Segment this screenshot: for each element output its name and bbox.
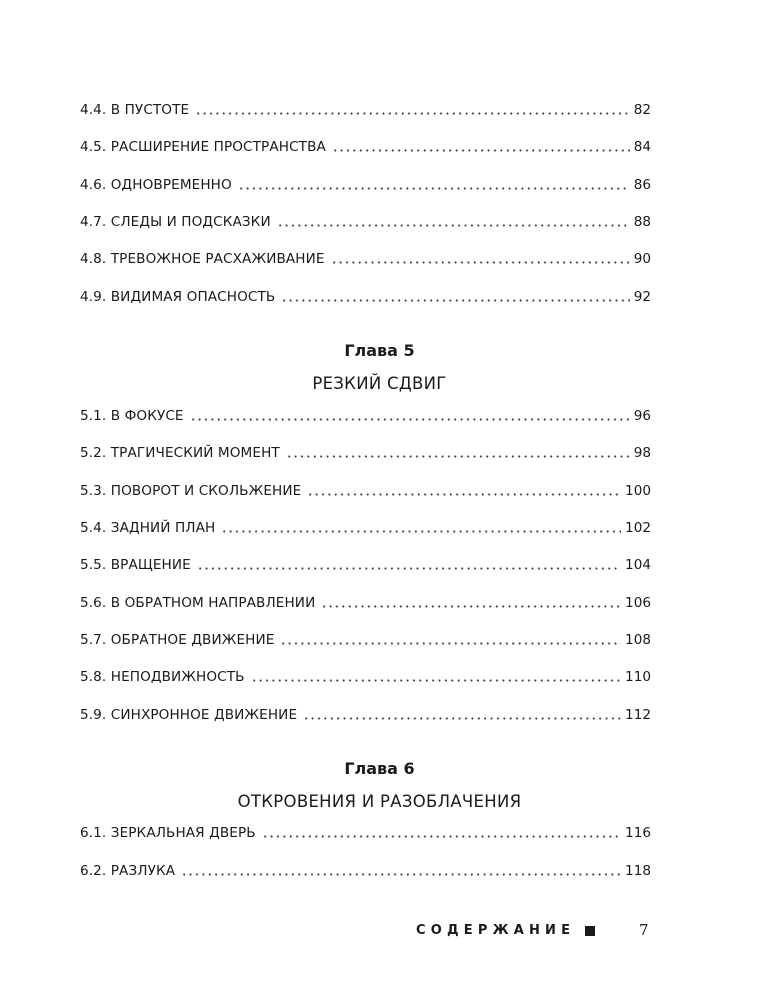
dot-leader bbox=[307, 493, 621, 496]
dot-leader bbox=[181, 873, 621, 876]
toc-entry-page: 112 bbox=[625, 707, 651, 723]
toc-entry-5-5 bbox=[80, 555, 651, 575]
dot-leader bbox=[332, 149, 630, 152]
toc-entry-5-1 bbox=[80, 406, 651, 426]
chapter-5-number: Глава 5 bbox=[344, 341, 415, 360]
toc-entry-5-6 bbox=[80, 593, 651, 613]
dot-leader bbox=[277, 224, 630, 227]
dot-leader bbox=[197, 567, 621, 570]
toc-entry-label: 5.6. В ОБРАТНОМ НАПРАВЛЕНИИ bbox=[80, 595, 316, 611]
dot-leader bbox=[321, 605, 621, 608]
toc-entry-5-3 bbox=[80, 481, 651, 501]
toc-entry-label: 5.8. НЕПОДВИЖНОСТЬ bbox=[80, 669, 245, 685]
toc-entry-page: 90 bbox=[633, 251, 651, 267]
dot-leader bbox=[281, 299, 629, 302]
toc-entry-page: 118 bbox=[625, 863, 651, 879]
chapter-6-title: ОТКРОВЕНИЯ И РАЗОБЛАЧЕНИЯ bbox=[237, 792, 522, 811]
dot-leader bbox=[286, 455, 630, 458]
toc-entry-label: 5.5. ВРАЩЕНИЕ bbox=[80, 557, 191, 573]
toc-entry-5-9 bbox=[80, 705, 651, 725]
toc-entry-label: 4.7. СЛЕДЫ И ПОДСКАЗКИ bbox=[80, 214, 271, 230]
toc-entry-label: 4.5. РАСШИРЕНИЕ ПРОСТРАНСТВА bbox=[80, 139, 326, 155]
toc-entry-label: 5.3. ПОВОРОТ И СКОЛЬЖЕНИЕ bbox=[80, 483, 302, 499]
toc-entry-4-6 bbox=[80, 175, 651, 195]
toc-entry-label: 5.7. ОБРАТНОЕ ДВИЖЕНИЕ bbox=[80, 632, 275, 648]
dot-leader bbox=[280, 642, 621, 645]
toc-entry-page: 88 bbox=[633, 214, 651, 230]
toc-entry-5-4 bbox=[80, 518, 651, 538]
toc-entry-6-2 bbox=[80, 861, 651, 881]
toc-entry-5-7 bbox=[80, 630, 651, 650]
toc-entry-page: 102 bbox=[625, 520, 651, 536]
toc-entry-4-9 bbox=[80, 287, 651, 307]
toc-entry-page: 108 bbox=[625, 632, 651, 648]
toc-entry-label: 4.4. В ПУСТОТЕ bbox=[80, 102, 190, 118]
dot-leader bbox=[331, 261, 630, 264]
dot-leader bbox=[303, 717, 621, 720]
toc-entry-page: 92 bbox=[633, 289, 651, 305]
toc-entry-5-2 bbox=[80, 443, 651, 463]
toc-entry-page: 98 bbox=[633, 445, 651, 461]
toc-entry-label: 4.8. ТРЕВОЖНОЕ РАСХАЖИВАНИЕ bbox=[80, 251, 325, 267]
dot-leader bbox=[238, 187, 630, 190]
chapter-5-title: РЕЗКИЙ СДВИГ bbox=[312, 374, 447, 393]
toc-entry-page: 104 bbox=[625, 557, 651, 573]
toc-entry-page: 100 bbox=[625, 483, 651, 499]
toc-entry-page: 110 bbox=[625, 669, 651, 685]
toc-entry-page: 96 bbox=[633, 408, 651, 424]
chapter-6-number: Глава 6 bbox=[344, 759, 415, 778]
dot-leader bbox=[221, 530, 621, 533]
toc-entry-4-7 bbox=[80, 212, 651, 232]
toc-entry-4-5 bbox=[80, 137, 651, 157]
toc-entry-page: 82 bbox=[633, 102, 651, 118]
toc-entry-label: 6.1. ЗЕРКАЛЬНАЯ ДВЕРЬ bbox=[80, 825, 256, 841]
toc-entry-page: 116 bbox=[625, 825, 651, 841]
toc-entry-4-4 bbox=[80, 100, 651, 120]
dot-leader bbox=[195, 112, 629, 115]
toc-entry-page: 106 bbox=[625, 595, 651, 611]
toc-entry-page: 84 bbox=[633, 139, 651, 155]
page-number: 7 bbox=[639, 921, 649, 939]
toc-entry-6-1 bbox=[80, 823, 651, 843]
dot-leader bbox=[262, 835, 621, 838]
running-footer-section-label: СОДЕРЖАНИЕ bbox=[416, 923, 576, 938]
footer-square-icon bbox=[585, 926, 595, 936]
toc-entry-label: 5.4. ЗАДНИЙ ПЛАН bbox=[80, 520, 216, 536]
toc-entry-4-8 bbox=[80, 249, 651, 269]
toc-entry-label: 5.2. ТРАГИЧЕСКИЙ МОМЕНТ bbox=[80, 445, 280, 461]
dot-leader bbox=[190, 418, 630, 421]
dot-leader bbox=[251, 679, 621, 682]
toc-entry-label: 4.6. ОДНОВРЕМЕННО bbox=[80, 177, 232, 193]
toc-entry-label: 6.2. РАЗЛУКА bbox=[80, 863, 176, 879]
toc-entry-page: 86 bbox=[633, 177, 651, 193]
toc-entry-label: 5.1. В ФОКУСЕ bbox=[80, 408, 184, 424]
toc-entry-label: 4.9. ВИДИМАЯ ОПАСНОСТЬ bbox=[80, 289, 276, 305]
toc-entry-label: 5.9. СИНХРОННОЕ ДВИЖЕНИЕ bbox=[80, 707, 298, 723]
toc-entry-5-8 bbox=[80, 667, 651, 687]
